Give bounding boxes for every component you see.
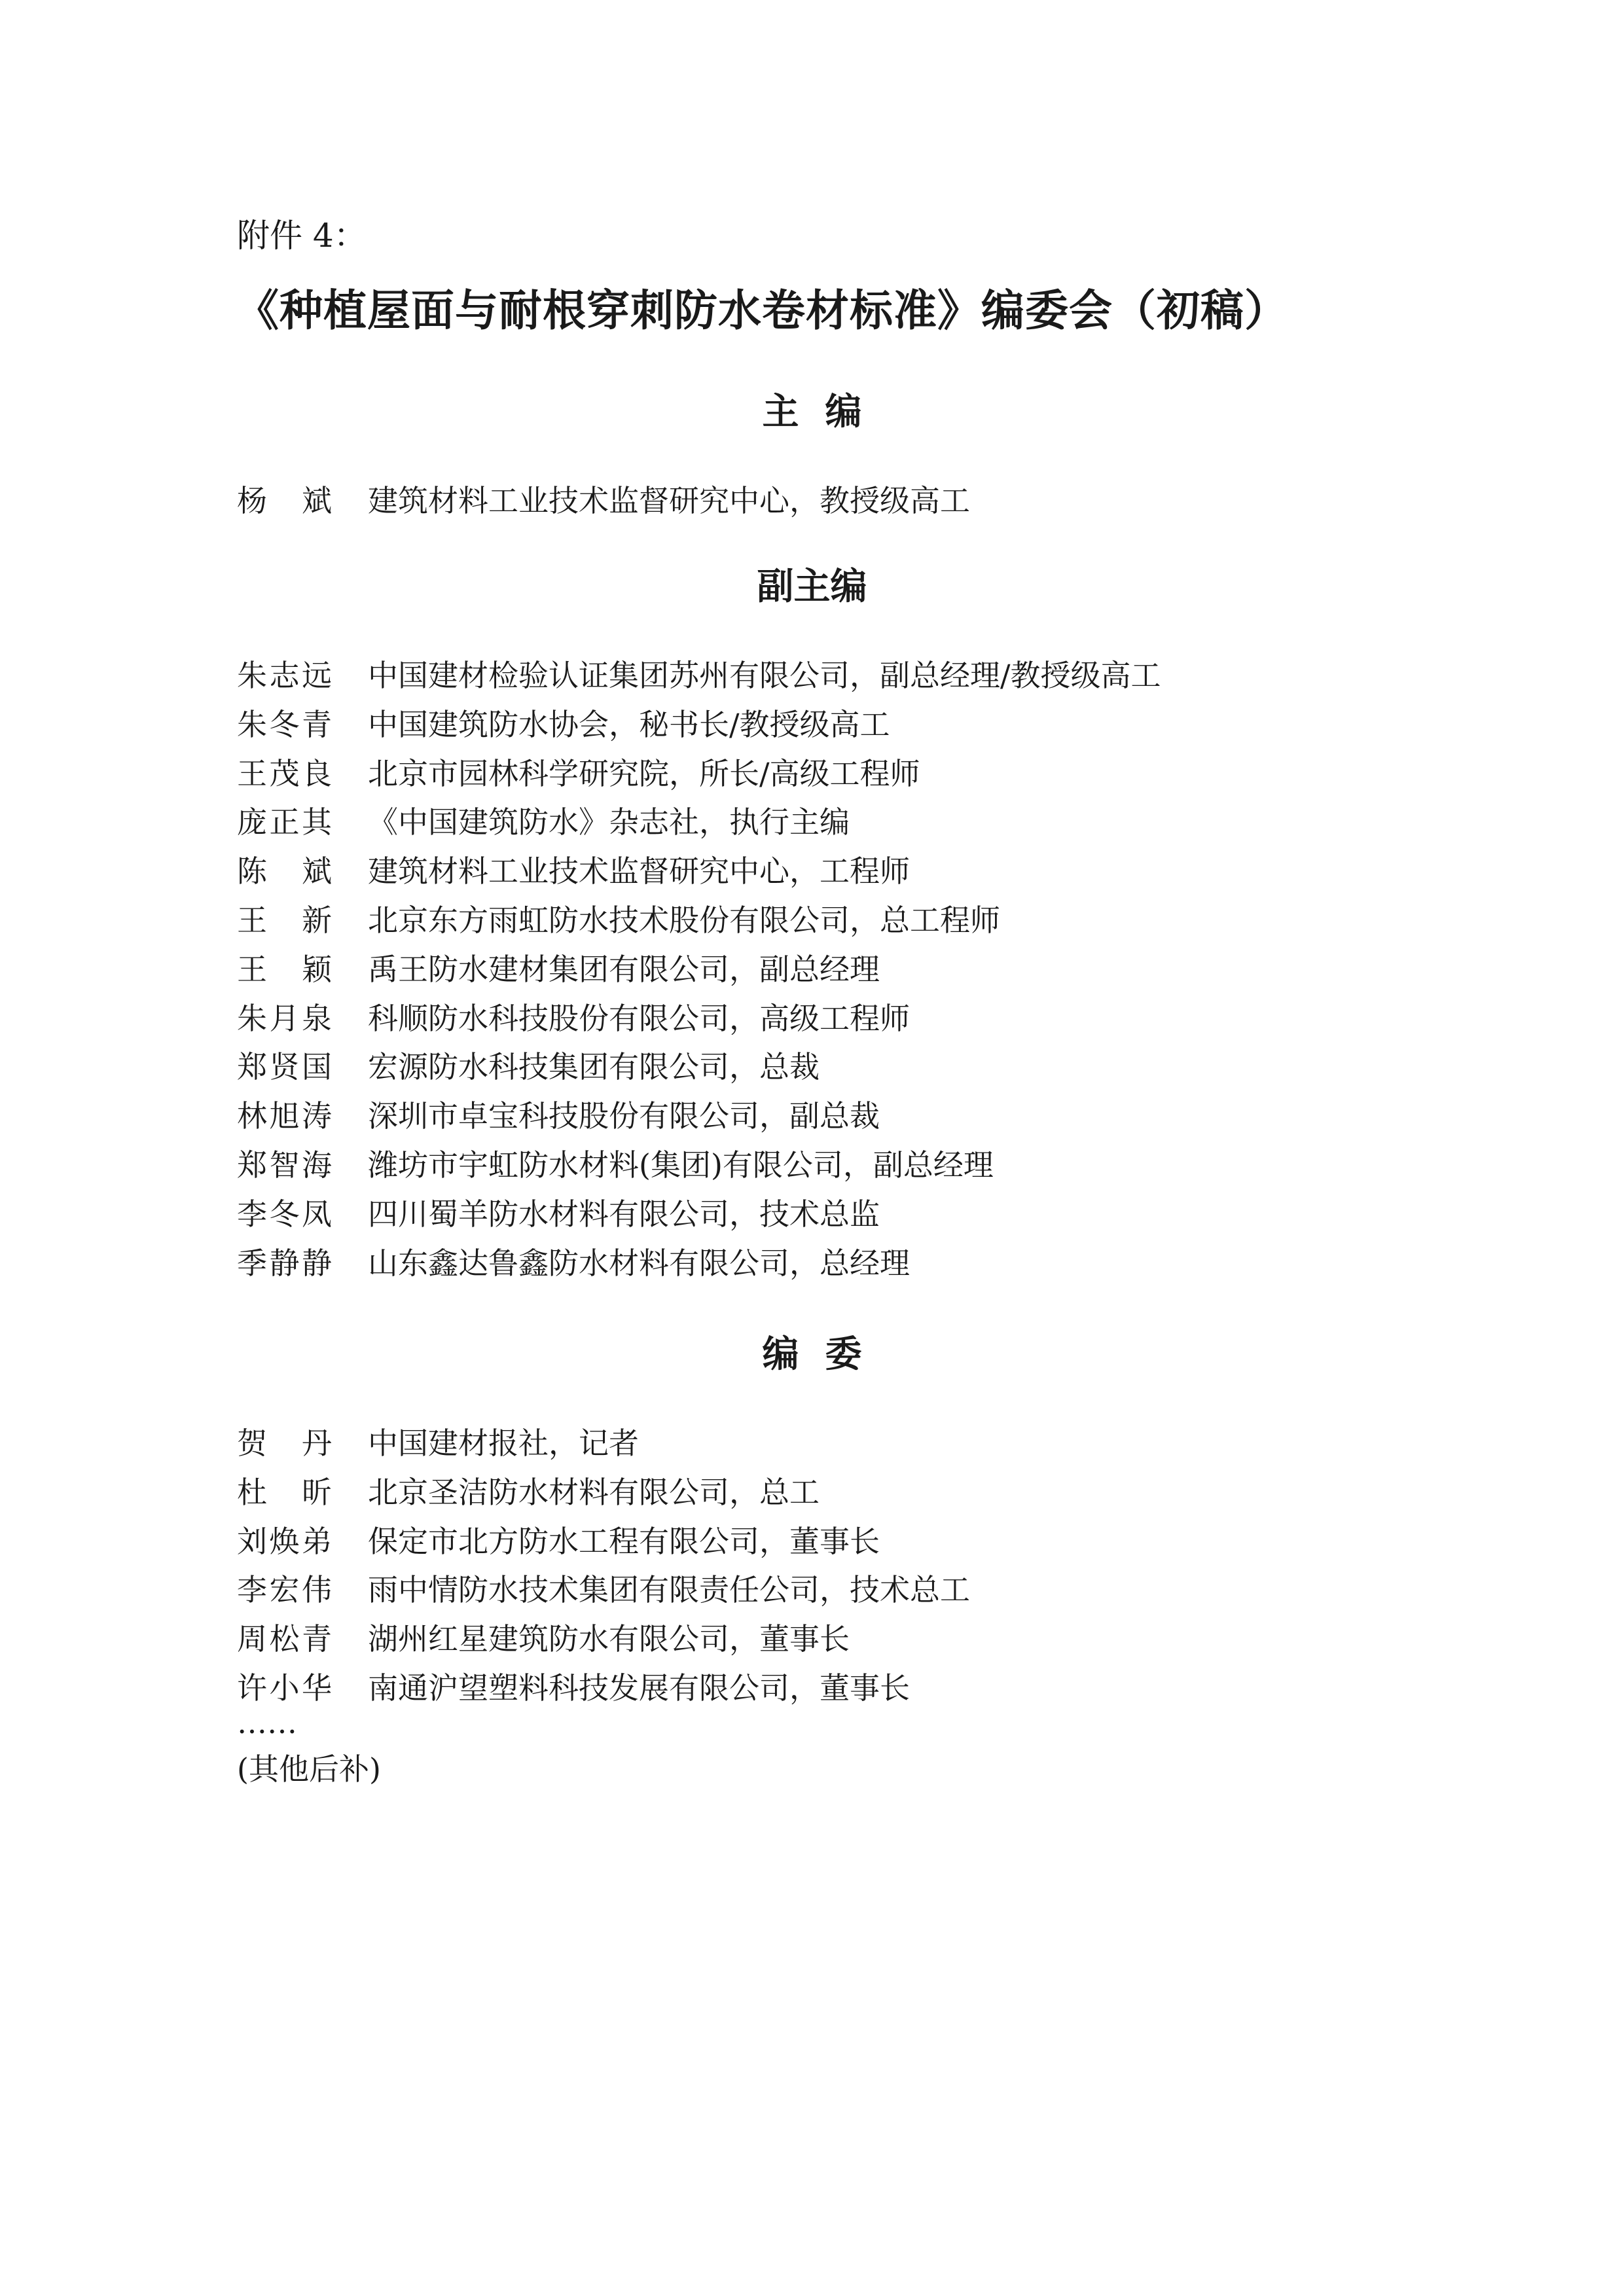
member-name: 王茂良 — [237, 755, 332, 791]
member-name: 林旭涛 — [237, 1098, 332, 1134]
member-name: 许小华 — [237, 1670, 332, 1706]
member-entry — [237, 1239, 1161, 1288]
member-entry — [237, 476, 970, 526]
member-entry — [237, 1141, 1161, 1190]
section-heading-deputy-editors: 副主编 — [757, 565, 867, 608]
member-name: 李冬凤 — [237, 1196, 332, 1232]
member-affiliation: 北京市园林科学研究院，所长/高级工程师 — [368, 755, 920, 791]
member-affiliation: 深圳市卓宝科技股份有限公司，副总裁 — [368, 1098, 880, 1134]
member-name: 刘焕弟 — [237, 1523, 332, 1559]
member-entry — [237, 1419, 970, 1468]
editorial-board-list — [237, 1419, 970, 1713]
footnote-text: (其他后补) — [237, 1751, 381, 1787]
member-entry — [237, 1043, 1161, 1092]
member-name: 周松青 — [237, 1621, 332, 1657]
member-name: 郑智海 — [237, 1147, 332, 1183]
member-affiliation: 禹王防水建材集团有限公司，副总经理 — [368, 951, 880, 987]
member-name: 朱冬青 — [237, 706, 332, 742]
member-name: 朱月泉 — [237, 1000, 332, 1036]
member-affiliation: 建筑材料工业技术监督研究中心，教授级高工 — [368, 483, 970, 518]
member-entry — [237, 798, 1161, 847]
member-entry — [237, 1468, 970, 1517]
member-name: 贺丹 — [237, 1426, 332, 1461]
member-affiliation: 中国建材报社，记者 — [368, 1426, 639, 1461]
member-affiliation: 潍坊市宇虹防水材料(集团)有限公司，副总经理 — [368, 1147, 994, 1183]
member-name: 季静静 — [237, 1245, 332, 1281]
member-name: 杜昕 — [237, 1474, 332, 1510]
member-affiliation: 中国建筑防水协会，秘书长/教授级高工 — [368, 706, 890, 742]
member-affiliation: 湖州红星建筑防水有限公司，董事长 — [368, 1621, 850, 1657]
member-entry — [237, 896, 1161, 945]
member-entry — [237, 1190, 1161, 1239]
member-affiliation: 北京东方雨虹防水技术股份有限公司，总工程师 — [368, 902, 1000, 938]
member-entry — [237, 700, 1161, 749]
member-name: 郑贤国 — [237, 1049, 332, 1085]
document-title: 《种植屋面与耐根穿刺防水卷材标准》编委会（初稿） — [236, 285, 1288, 336]
member-entry — [237, 847, 1161, 896]
member-name: 王颖 — [237, 951, 332, 987]
member-entry — [237, 1566, 970, 1615]
member-name: 陈斌 — [237, 853, 332, 889]
member-entry — [237, 945, 1161, 994]
member-affiliation: 《中国建筑防水》杂志社，执行主编 — [368, 804, 850, 840]
ellipsis-text: …… — [237, 1705, 297, 1740]
section-heading-editorial-board: 编委 — [762, 1333, 888, 1376]
member-entry — [237, 994, 1161, 1043]
member-entry — [237, 1615, 970, 1664]
member-name: 朱志远 — [237, 658, 332, 693]
member-affiliation: 北京圣洁防水材料有限公司，总工 — [368, 1474, 820, 1510]
member-entry — [237, 1517, 970, 1566]
member-affiliation: 四川蜀羊防水材料有限公司，技术总监 — [368, 1196, 880, 1232]
member-affiliation: 山东鑫达鲁鑫防水材料有限公司，总经理 — [368, 1245, 910, 1281]
member-entry — [237, 651, 1161, 700]
member-entry — [237, 1664, 970, 1713]
member-name: 庞正其 — [237, 804, 332, 840]
member-affiliation: 科顺防水科技股份有限公司，高级工程师 — [368, 1000, 910, 1036]
attachment-label: 附件 4： — [237, 217, 367, 255]
deputy-editors-list — [237, 651, 1161, 1287]
member-name: 王新 — [237, 902, 332, 938]
member-affiliation: 南通沪望塑料科技发展有限公司，董事长 — [368, 1670, 910, 1706]
member-entry — [237, 1092, 1161, 1141]
member-entry — [237, 749, 1161, 798]
member-name: 李宏伟 — [237, 1572, 332, 1608]
member-affiliation: 建筑材料工业技术监督研究中心，工程师 — [368, 853, 910, 889]
member-affiliation: 中国建材检验认证集团苏州有限公司，副总经理/教授级高工 — [368, 658, 1161, 693]
chief-editor-list — [237, 476, 970, 526]
member-affiliation: 雨中情防水技术集团有限责任公司，技术总工 — [368, 1572, 970, 1608]
member-name: 杨斌 — [237, 483, 332, 518]
member-affiliation: 宏源防水科技集团有限公司，总裁 — [368, 1049, 820, 1085]
member-affiliation: 保定市北方防水工程有限公司，董事长 — [368, 1523, 880, 1559]
section-heading-chief-editor: 主编 — [762, 391, 888, 433]
